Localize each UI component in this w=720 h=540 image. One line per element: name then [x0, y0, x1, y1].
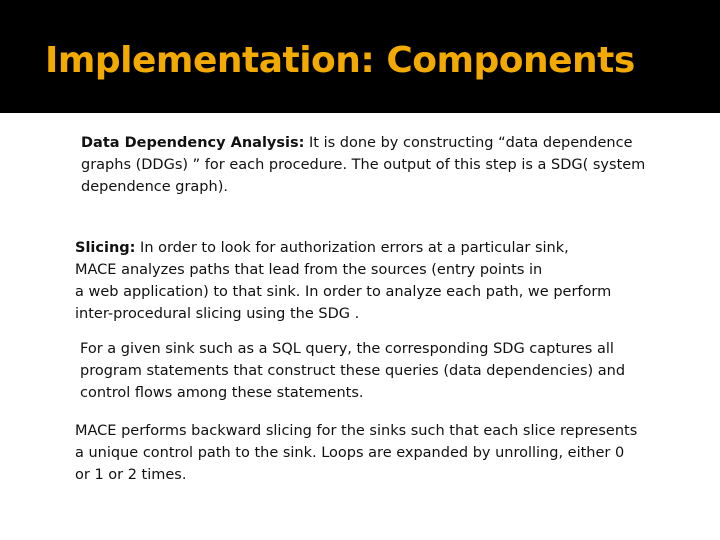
paragraph-text: For a given sink such as a SQL query, the corresponding SDG captures all program statements that construct these queries (data dependencies) and control flows among these statements.	[80, 341, 626, 401]
paragraph-text: MACE performs backward slicing for the sinks such that each slice represents a unique control path to the sink. Loops are expanded by unrolling, either 0 or 1 or 2 times.	[75, 423, 638, 483]
slide-title: Implementation: Components	[45, 40, 635, 81]
paragraph-data-dependency	[75, 132, 691, 198]
paragraph-sink-sdg	[75, 338, 690, 404]
paragraph-backward-slicing	[75, 420, 685, 486]
paragraph-lead: Data Dependency Analysis:	[81, 135, 305, 151]
paragraph-text: In order to look for authorization errors at a particular sink, MACE analyzes paths that lead from the sources (entry points in a web application) to that sink. In order to analyze each path, we perform inter-procedural slicing using the SDG .	[75, 240, 612, 322]
title-bar	[0, 0, 720, 113]
paragraph-lead: Slicing:	[75, 240, 136, 256]
paragraph-slicing	[75, 237, 685, 325]
paragraph-text: It is done by constructing “data dependence graphs (DDGs) ” for each procedure. The output of this step is a SDG( system dependence graph).	[81, 135, 646, 195]
